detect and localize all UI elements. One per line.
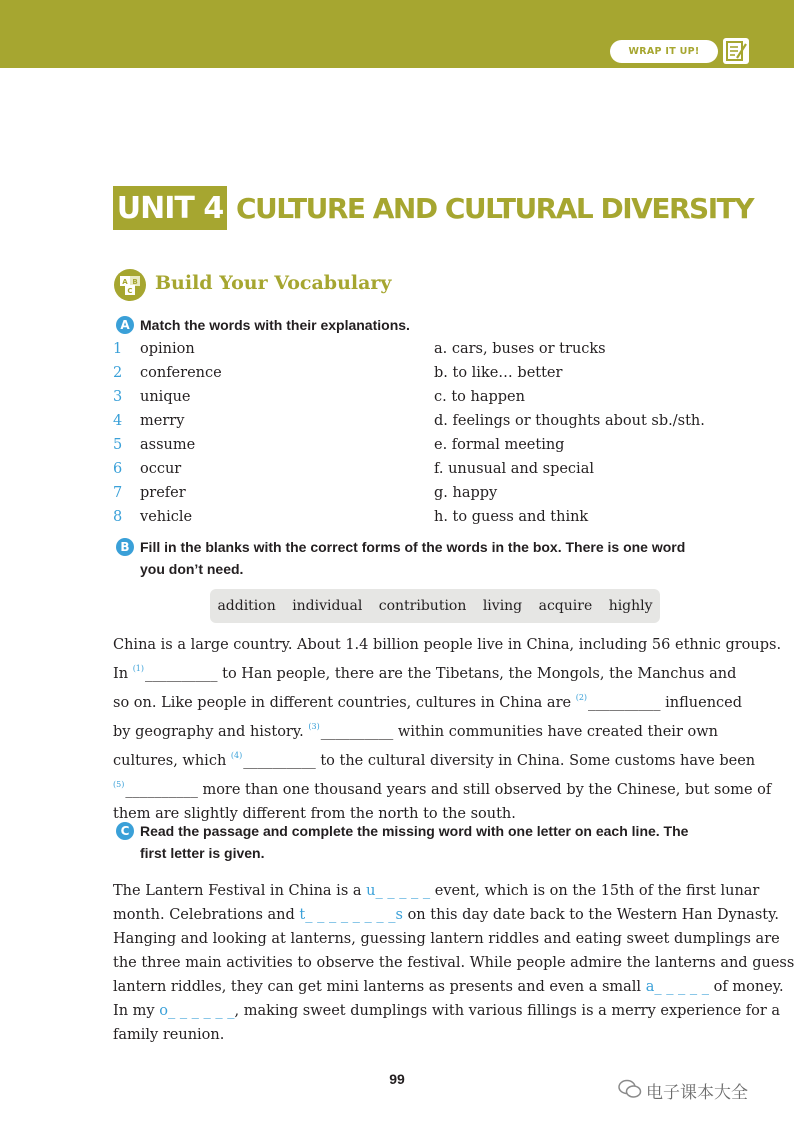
unit-title: CULTURE AND CULTURAL DIVERSITY xyxy=(236,192,753,225)
passage-line: In $^{(1)}$__________ to Han people, there are the Tibetans, the Mongols, the Manchus and xyxy=(113,664,737,682)
item-number: 7 xyxy=(113,485,123,501)
explanation: f. unusual and special xyxy=(434,461,594,477)
passage-c xyxy=(113,879,794,1047)
box-word: living xyxy=(482,598,523,614)
vocab-word: opinion xyxy=(140,341,195,357)
passage-line: lantern riddles, they can get mini lanterns as presents and even a small a_ _ _ _ _ of money. xyxy=(113,979,784,995)
blank-5[interactable]: __________ xyxy=(125,782,198,798)
blank-number: (1) xyxy=(132,664,145,673)
instruction-line: Fill in the blanks with the correct forms of the words in the box. There is one word xyxy=(140,539,686,555)
explanation: h. to guess and think xyxy=(434,509,589,525)
passage-line: cultures, which $^{(4)}$__________ to the cultural diversity in China. Some customs have been xyxy=(113,751,756,769)
vocab-word: prefer xyxy=(140,485,186,501)
vocab-word: vehicle xyxy=(140,509,193,525)
letter-blank[interactable]: t_ _ _ _ _ _ _ _s xyxy=(299,907,403,923)
explanation: g. happy xyxy=(434,485,498,501)
passage-line: them are slightly different from the north to the south. xyxy=(113,806,516,822)
section-title: Build Your Vocabulary xyxy=(155,272,392,294)
vocab-word: assume xyxy=(140,437,196,453)
wechat-icon xyxy=(618,1078,642,1100)
explanation: d. feelings or thoughts about sb./sth. xyxy=(434,413,705,429)
letter-blank[interactable]: u_ _ _ _ _ xyxy=(366,883,431,899)
instruction-line: first letter is given. xyxy=(140,845,265,861)
box-word: highly xyxy=(608,598,653,614)
letter-blank[interactable]: o_ _ _ _ _ _ xyxy=(159,1003,235,1019)
item-number: 1 xyxy=(113,341,123,357)
passage-line: Hanging and looking at lanterns, guessing lantern riddles and eating sweet dumplings are xyxy=(113,931,780,947)
page-number: 99 xyxy=(389,1071,405,1087)
vocab-word: occur xyxy=(140,461,182,477)
section-c-badge: C xyxy=(116,822,134,840)
item-number: 8 xyxy=(113,509,123,525)
abc-blocks-icon xyxy=(113,268,147,302)
svg-text:B: B xyxy=(132,278,138,286)
instruction-line: you don’t need. xyxy=(140,561,244,577)
passage-line: The Lantern Festival in China is a u_ _ _ _ _ event, which is on the 15th of the first lunar xyxy=(113,883,760,899)
section-c-instruction xyxy=(140,820,688,864)
vocab-word: conference xyxy=(140,365,222,381)
passage-line: In my o_ _ _ _ _ _, making sweet dumplings with various fillings is a merry experience for a xyxy=(113,1003,781,1019)
passage-line: the three main activities to observe the festival. While people admire the lanterns and guess xyxy=(113,955,794,971)
passage-line: family reunion. xyxy=(113,1027,225,1043)
checklist-icon xyxy=(723,38,749,64)
section-b-badge: B xyxy=(116,538,134,556)
box-word: acquire xyxy=(538,598,593,614)
passage-line: $^{(5)}$__________ more than one thousand years and still observed by the Chinese, but some of xyxy=(113,780,772,798)
passage-line: month. Celebrations and t_ _ _ _ _ _ _ _s on this day date back to the Western Han Dynasty. xyxy=(113,907,779,923)
blank-4[interactable]: __________ xyxy=(243,753,316,769)
instruction-line: Read the passage and complete the missing word with one letter on each line. The xyxy=(140,823,689,839)
explanation: a. cars, buses or trucks xyxy=(434,341,606,357)
unit-number: UNIT 4 xyxy=(113,186,227,230)
blank-3[interactable]: __________ xyxy=(320,724,394,740)
item-number: 5 xyxy=(113,437,123,453)
blank-number: (4) xyxy=(230,751,243,760)
blank-number: (5) xyxy=(113,780,125,789)
item-number: 3 xyxy=(113,389,123,405)
word-box xyxy=(210,589,660,623)
blank-number: (2) xyxy=(575,693,588,702)
item-number: 2 xyxy=(113,365,123,381)
passage-line: China is a large country. About 1.4 billion people live in China, including 56 ethnic groups. xyxy=(113,637,782,653)
vocab-word: merry xyxy=(140,413,185,429)
item-number: 4 xyxy=(113,413,123,429)
passage-b xyxy=(113,633,782,826)
passage-line: so on. Like people in different countries, cultures in China are $^{(2)}$__________ influenced xyxy=(113,693,743,711)
box-word: contribution xyxy=(378,598,467,614)
blank-1[interactable]: __________ xyxy=(145,666,218,682)
wrap-it-up-label: WRAP IT UP! xyxy=(610,40,718,63)
explanation: c. to happen xyxy=(434,389,525,405)
section-b-instruction xyxy=(140,536,685,580)
blank-number: (3) xyxy=(308,722,320,731)
section-a-instruction: Match the words with their explanations. xyxy=(140,317,410,333)
section-a-badge: A xyxy=(116,316,134,334)
explanation: b. to like… better xyxy=(434,365,563,381)
explanation: e. formal meeting xyxy=(434,437,565,453)
box-word: addition xyxy=(217,598,276,614)
passage-line: by geography and history. $^{(3)}$__________ within communities have created their own xyxy=(113,722,719,740)
box-word: individual xyxy=(292,598,363,614)
vocab-word: unique xyxy=(140,389,191,405)
svg-text:A: A xyxy=(122,278,128,286)
watermark: 电子课本大全 xyxy=(646,1083,748,1103)
svg-text:C: C xyxy=(127,287,133,295)
letter-blank[interactable]: a_ _ _ _ _ xyxy=(645,979,710,995)
item-number: 6 xyxy=(113,461,123,477)
blank-2[interactable]: __________ xyxy=(588,695,661,711)
